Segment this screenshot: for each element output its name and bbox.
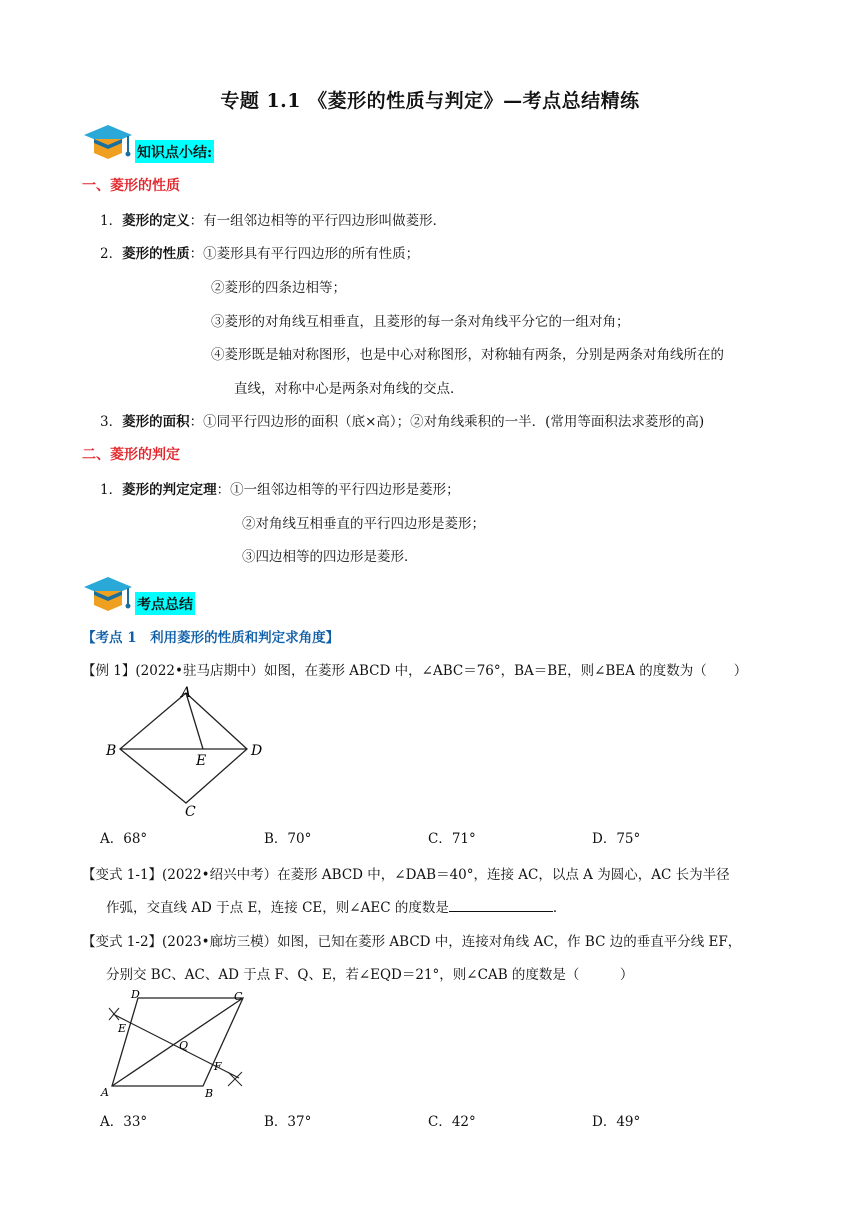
- example-1-prefix: 【例 1】(2022•驻马店期中）如图，在菱形: [82, 663, 350, 679]
- option-c: C．42°: [428, 1114, 476, 1130]
- item-number: 1．: [100, 213, 123, 229]
- variant-1-2-line1: 【变式 1-2】(2023•廊坊三模）如图，已知在菱形 ABCD 中，连接对角线 AC，作 BC 边的垂直平分线 EF，: [82, 934, 742, 950]
- item-text: ：①菱形具有平行四边形的所有性质；: [189, 246, 420, 262]
- label-e: E: [196, 753, 207, 769]
- label-a: A: [181, 685, 192, 701]
- paragraph-criteria: [100, 478, 460, 498]
- item-text: ：①一组邻边相等的平行四边形是菱形；: [216, 482, 460, 498]
- label-a: A: [101, 1086, 109, 1099]
- label-e: E: [118, 1022, 127, 1035]
- property-line-3: ③菱形的对角线互相垂直，且菱形的每一条对角线平分它的一组对角；: [211, 314, 630, 330]
- option-c: C．71°: [428, 831, 476, 847]
- criteria-line-3: ③四边相等的四边形是菱形．: [242, 549, 418, 565]
- graduation-cap-icon: [82, 575, 134, 615]
- label-f: F: [214, 1060, 222, 1073]
- property-line-2: ②菱形的四条边相等；: [211, 280, 346, 296]
- answer-blank[interactable]: [449, 899, 553, 912]
- property-line-4b: 直线，对称中心是两条对角线的交点．: [234, 381, 464, 397]
- label-c: C: [234, 990, 243, 1003]
- option-a: A．33°: [100, 1114, 148, 1130]
- knowledge-summary-badge: 知识点小结:: [135, 140, 214, 163]
- section-heading-properties: 一、菱形的性质: [82, 178, 180, 194]
- property-line-4a: ④菱形既是轴对称图形，也是中心对称图形，对称轴有两条，分别是两条对角线所在的: [211, 347, 724, 363]
- section-heading-criteria: 二、菱形的判定: [82, 447, 180, 463]
- item-number: 3．: [100, 414, 123, 430]
- variant-1-1-line1: 【变式 1-1】(2022•绍兴中考）在菱形 ABCD 中，∠DAB＝40°，连接 AC，以点 A 为圆心，AC 长为半径: [82, 867, 730, 883]
- item-text: ：有一组邻边相等的平行四边形叫做菱形．: [189, 213, 447, 229]
- example-1-body: ABCD 中，∠ABC＝76°，BA＝BE，则∠BEA 的度数为（ ）: [349, 663, 748, 679]
- term-label: 菱形的定义: [122, 213, 190, 229]
- variant-1-1-text: 作弧，交直线 AD 于点 E，连接 CE，则∠AEC 的度数是: [106, 900, 449, 916]
- label-b: B: [106, 743, 117, 759]
- graduation-cap-icon: [82, 123, 134, 163]
- term-label: 菱形的面积: [122, 414, 190, 430]
- period: ．: [552, 900, 567, 916]
- paragraph-definition: [100, 209, 446, 229]
- exam-points-badge: 考点总结: [135, 592, 195, 615]
- page-title: 专题 1.1 《菱形的性质与判定》—考点总结精练: [220, 90, 640, 112]
- label-b: B: [205, 1087, 214, 1100]
- variant-1-2-line2: 分别交 BC、AC、AD 于点 F、Q、E，若∠EQD＝21°，则∠CAB 的度数是（ ）: [106, 967, 634, 983]
- term-label: 菱形的判定定理: [122, 482, 217, 498]
- label-c: C: [185, 804, 196, 818]
- option-a: A．68°: [100, 831, 148, 847]
- term-label: 菱形的性质: [122, 246, 190, 262]
- variant-1-2-figure: [95, 986, 260, 1101]
- label-q: Q: [179, 1039, 189, 1052]
- item-number: 1．: [100, 482, 123, 498]
- variant-1-1-line2: [106, 896, 566, 916]
- label-d: D: [131, 988, 140, 1001]
- kaodian-heading: 【考点 1 利用菱形的性质和判定求角度】: [82, 630, 340, 646]
- option-b: B．37°: [264, 1114, 312, 1130]
- item-text: ：①同平行四边形的面积（底×高）；②对角线乘积的一半．(常用等面积法求菱形的高): [189, 414, 705, 430]
- example-1-figure: [100, 683, 275, 818]
- item-number: 2．: [100, 246, 123, 262]
- label-d: D: [251, 743, 263, 759]
- paragraph-properties: [100, 242, 419, 262]
- option-d: D．75°: [592, 831, 641, 847]
- example-1-question: [82, 659, 782, 679]
- option-b: B．70°: [264, 831, 312, 847]
- paragraph-area: [100, 410, 704, 430]
- option-d: D．49°: [592, 1114, 641, 1130]
- criteria-line-2: ②对角线互相垂直的平行四边形是菱形；: [242, 516, 485, 532]
